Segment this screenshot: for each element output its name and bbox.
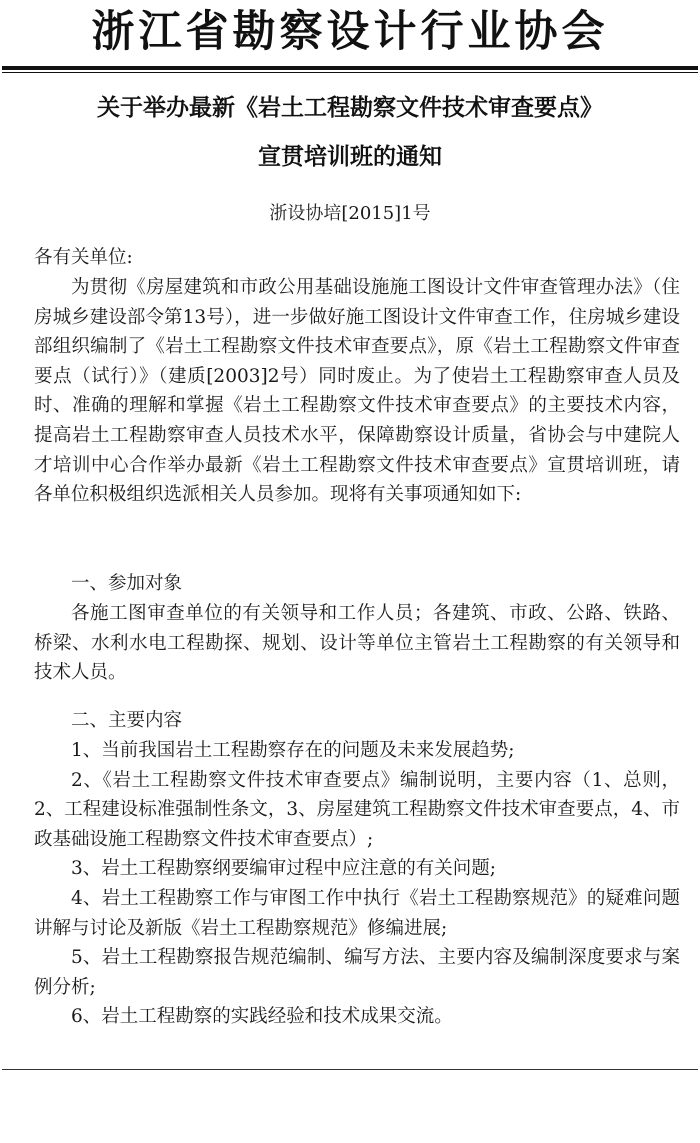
section-1-paragraph: 各施工图审查单位的有关领导和工作人员；各建筑、市政、公路、铁路、桥梁、水利水电工程勘探、规划、设计等单位主管岩土工程勘察的有关领导和技术人员。: [34, 603, 680, 684]
letterhead-thick-rule: [2, 66, 698, 70]
document-number: 浙设协培[2015]1号: [269, 203, 431, 224]
letterhead-thin-rule: [2, 72, 698, 73]
intro-paragraph: 为贯彻《房屋建筑和市政公用基础设施施工图设计文件审查管理办法》（住房城乡建设部令第13号），进一步做好施工图设计文件审查工作，住房城乡建设部组织编制了《岩土工程勘察文件技术审查要点》，原《岩土工程勘察文件审查要点（试行）》（建质[2003]2号）同时废止。为了使岩土工程勘察审查人员及时、准确的理解和掌握《岩土工程勘察文件技术审查要点》的主要技术内容，提高岩土工程勘察审查人员技术水平，保障勘察设计质量，省协会与中建院人才培训中心合作举办最新《岩土工程勘察文件技术审查要点》宣贯培训班，请各单位积极组织选派相关人员参加。现将有关事项通知如下:: [34, 277, 680, 506]
org-letterhead-title: 浙江省勘察设计行业协会: [91, 7, 609, 57]
list-item: 2、《岩土工程勘察文件技术审查要点》编制说明，主要内容（1、总则，2、工程建设标准强制性条文，3、房屋建筑工程勘察文件技术审查要点，4、市政基础设施工程勘察文件技术审查要点）;: [34, 769, 680, 850]
list-item: 1、当前我国岩土工程勘察存在的问题及未来发展趋势;: [71, 740, 515, 761]
salutation: 各有关单位:: [34, 247, 133, 268]
list-item: 6、岩土工程勘察的实践经验和技术成果交流。: [71, 1006, 453, 1028]
notice-title-line-2: 宣贯培训班的通知: [258, 144, 442, 170]
list-item: 4、岩土工程勘察工作与审图工作中执行《岩土工程勘察规范》的疑难问题讲解与讨论及新版《岩土工程勘察规范》修编进展;: [34, 887, 680, 939]
section-2-heading: 二、主要内容: [71, 710, 183, 731]
list-item: 3、岩土工程勘察纲要编审过程中应注意的有关问题;: [71, 858, 497, 880]
list-item: 5、岩土工程勘察报告规范编制、编写方法、主要内容及编制深度要求与案例分析;: [34, 947, 680, 998]
section-2-item-list: [34, 736, 680, 1032]
footer-rule: [2, 1069, 698, 1070]
section-1-heading: 一、参加对象: [71, 573, 183, 594]
notice-title-line-1: 关于举办最新《岩土工程勘察文件技术审查要点》: [97, 95, 603, 121]
